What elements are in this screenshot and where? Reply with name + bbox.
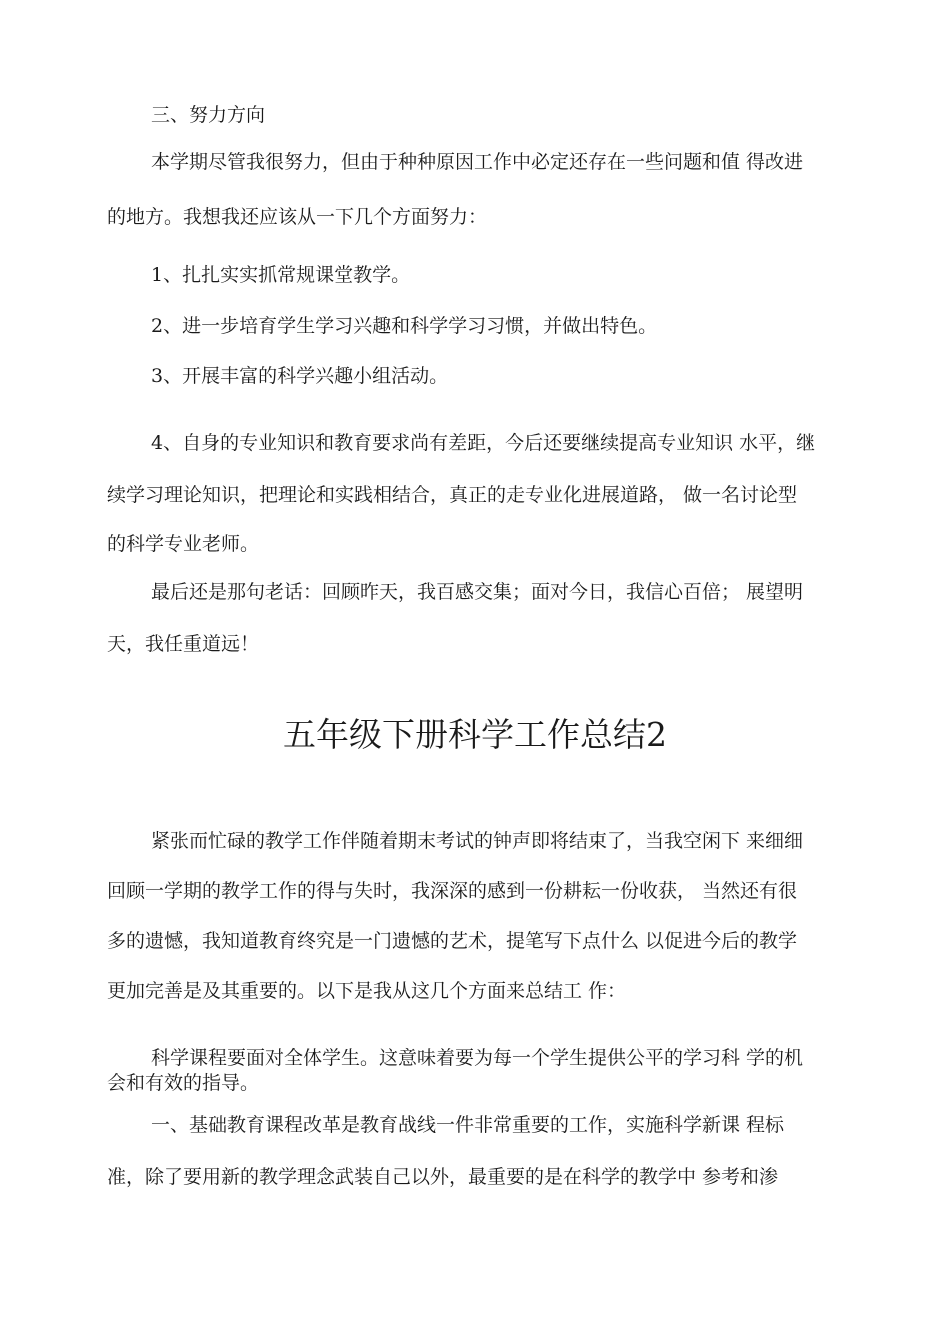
paragraph-line: 紧张而忙碌的教学工作伴随着期末考试的钟声即将结束了，当我空闲下 来细细 xyxy=(151,830,804,852)
paragraph-line: 更加完善是及其重要的。以下是我从这几个方面来总结工 作： xyxy=(107,980,627,1002)
paragraph-line: 续学习理论知识，把理论和实践相结合，真正的走专业化进展道路， 做一名讨论型 xyxy=(107,484,798,506)
paragraph-line: 本学期尽管我很努力，但由于种种原因工作中必定还存在一些问题和值 得改进 xyxy=(151,151,804,173)
list-item: 3、开展丰富的科学兴趣小组活动。 xyxy=(151,365,449,387)
list-item: 2、进一步培育学生学习兴趣和科学学习习惯，并做出特色。 xyxy=(151,315,658,337)
paragraph-line: 回顾一学期的教学工作的得与失时，我深深的感到一份耕耘一份收获， 当然还有很 xyxy=(107,880,798,902)
section-heading: 三、努力方向 xyxy=(151,104,266,126)
paragraph-line: 的科学专业老师。 xyxy=(107,533,260,555)
paragraph-line: 科学课程要面对全体学生。这意味着要为每一个学生提供公平的学习科 学的机 xyxy=(151,1047,804,1069)
paragraph-line: 准，除了要用新的教学理念武装自己以外，最重要的是在科学的教学中 参考和渗 xyxy=(107,1166,779,1188)
paragraph-line: 一、基础教育课程改革是教育战线一件非常重要的工作，实施科学新课 程标 xyxy=(151,1114,785,1136)
paragraph-line: 多的遗憾，我知道教育终究是一门遗憾的艺术，提笔写下点什么 以促进今后的教学 xyxy=(107,930,798,952)
paragraph-line: 4、自身的专业知识和教育要求尚有差距，今后还要继续提高专业知识 水平，继 xyxy=(151,432,816,454)
paragraph-line: 最后还是那句老话：回顾昨天，我百感交集；面对今日，我信心百倍； 展望明 xyxy=(151,581,804,603)
list-item: 1、扎扎实实抓常规课堂教学。 xyxy=(151,264,411,286)
paragraph-line: 会和有效的指导。 xyxy=(107,1072,260,1094)
paragraph-line: 的地方。我想我还应该从一下几个方面努力： xyxy=(107,206,488,228)
document-title: 五年级下册科学工作总结2 xyxy=(283,715,667,754)
paragraph-line: 天，我任重道远！ xyxy=(107,633,260,655)
